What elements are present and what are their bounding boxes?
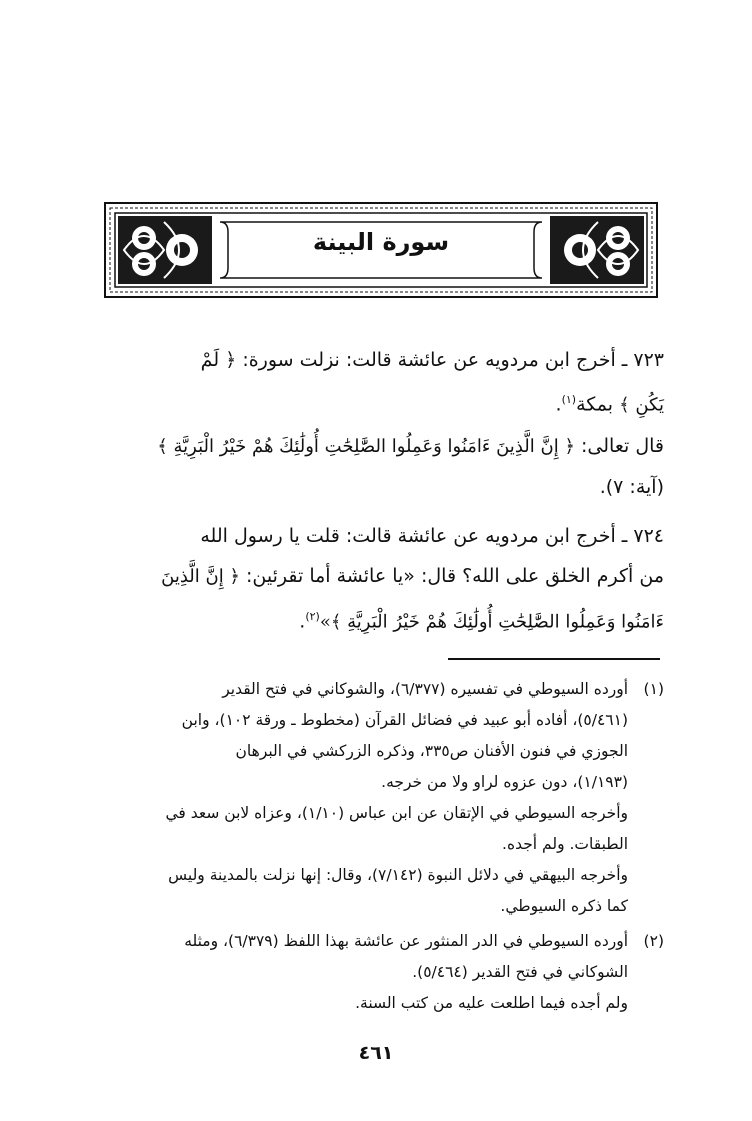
footnote-ref-2: (٢) <box>305 610 320 623</box>
verse-line <box>104 426 664 467</box>
page-number: ٤٦١ <box>358 1042 394 1064</box>
footnote-line: وأخرجه البيهقي في دلائل النبوة (٧/١٤٢)، وقال: إنها نزلت بالمدينة وليس <box>168 866 628 884</box>
hadith-724-line2 <box>104 556 664 597</box>
footnote-line: الطبقات. ولم أجده. <box>502 835 628 853</box>
hadith-724 <box>104 516 664 642</box>
footnote-1 <box>100 674 664 922</box>
footnote-number: (٢) <box>643 932 664 950</box>
footnote-separator <box>448 658 660 660</box>
hadith-723-line1: ٧٢٣ ـ أخرج ابن مردويه عن عائشة قالت: نزلت سورة: ﴿ لَمْ <box>200 349 664 371</box>
sura-title: سورة البينة <box>312 228 450 256</box>
footnote-number: (١) <box>643 680 664 698</box>
verse-quran-text: ﴿ إِنَّ الَّذِينَ ءَامَنُوا وَعَمِلُوا الصَّٰلِحَٰتِ أُولَٰئِكَ هُمْ خَيْرُ الْبَرِيَّةِ ﴾ <box>157 436 575 457</box>
sura-header-frame <box>104 202 658 298</box>
footnote-line <box>100 926 664 957</box>
footnote-text: أورده السيوطي في الدر المنثور عن عائشة بهذا اللفظ (٦/٣٧٩)، ومثله <box>184 932 628 950</box>
hadith-724-line3 <box>104 597 664 642</box>
hadith-723-line2 <box>104 380 664 425</box>
footnote-line: (٥/٤٦١)، أفاده أبو عبيد في فضائل القرآن (مخطوط ـ ورقة ١٠٢)، وابن <box>181 711 628 729</box>
footnote-line: ولم أجده فيما اطلعت عليه من كتب السنة. <box>355 994 628 1012</box>
quran-fragment: ءَامَنُوا وَعَمِلُوا الصَّٰلِحَٰتِ أُولَٰئِكَ هُمْ خَيْرُ الْبَرِيَّةِ ﴾» <box>319 611 664 633</box>
footnote-line: وأخرجه السيوطي في الإتقان عن ابن عباس (١/١٠)، وعزاه لابن سعد في <box>165 804 628 822</box>
period: . <box>299 610 306 633</box>
footnote-ref-1: (١) <box>561 393 577 406</box>
footnote-line: (١/١٩٣)، دون عزوه لراو ولا من خرجه. <box>381 773 628 791</box>
footnote-text: أورده السيوطي في تفسيره (٦/٣٧٧)، والشوكاني في فتح القدير <box>222 680 628 698</box>
footnote-line: الجوزي في فنون الأفنان ص٣٣٥، وذكره الزركشي في البرهان <box>235 742 628 760</box>
ayah-ref: (آية: ٧). <box>599 476 664 498</box>
verse-prefix: قال تعالى: <box>574 435 664 457</box>
period: . <box>555 393 562 416</box>
footnote-line: كما ذكره السيوطي. <box>500 897 628 915</box>
hadith-723 <box>104 340 664 425</box>
footnote-line <box>100 674 664 705</box>
verse-block <box>104 426 664 507</box>
hadith-724-text: من أكرم الخلق على الله؟ قال: «يا عائشة أما تقرئين: <box>239 565 664 587</box>
hadith-723-text: بمكة <box>576 393 620 416</box>
footnote-line: الشوكاني في فتح القدير (٥/٤٦٤). <box>412 963 628 981</box>
quran-fragment: يَكُنِ ﴾ <box>619 394 664 416</box>
footnote-2 <box>100 926 664 1019</box>
quran-fragment: ﴿ إِنَّ الَّذِينَ <box>161 566 240 587</box>
hadith-724-line1: ٧٢٤ ـ أخرج ابن مردويه عن عائشة قالت: قلت يا رسول الله <box>200 525 664 547</box>
